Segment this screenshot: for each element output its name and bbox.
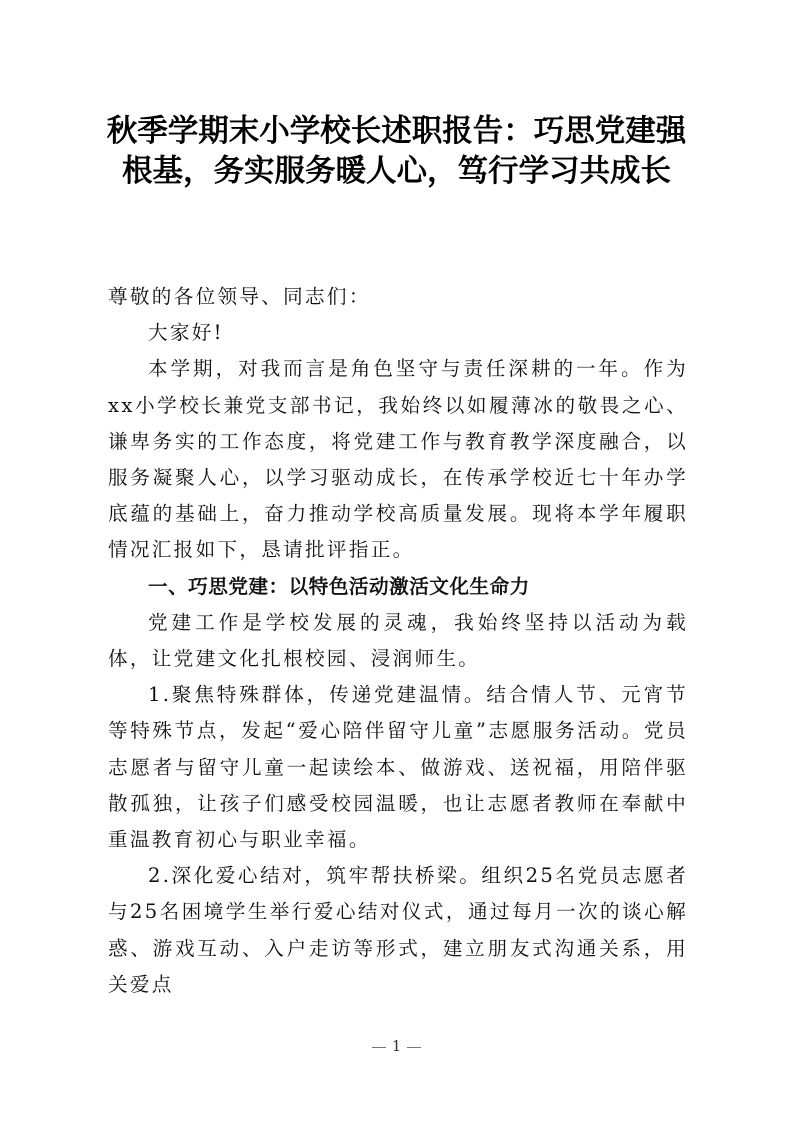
document-title: 秋季学期末小学校长述职报告：巧思党建强根基，务实服务暖人心，笃行学习共成长 (106, 114, 687, 189)
page-number: 1 (391, 1037, 402, 1055)
section-intro: 党建工作是学校发展的灵魂，我始终坚持以活动为载体，让党建文化扎根校园、浸润师生。 (108, 610, 688, 671)
section-heading-1: 一、巧思党建：以特色活动激活文化生命力 (148, 574, 530, 598)
document-body (108, 279, 688, 1003)
section-item-2: 2.深化爱心结对，筑牢帮扶桥梁。组织25名党员志愿者与25名困境学生举行爱心结对仪式，通过每月一次的谈心解惑、游戏互动、入户走访等形式，建立朋友式沟通关系，用关爱点 (108, 864, 688, 996)
footer-dash-right (407, 1047, 421, 1048)
salutation: 尊敬的各位领导、同志们： (108, 285, 371, 308)
greeting: 大家好! (148, 321, 224, 345)
intro-paragraph: 本学期，对我而言是角色坚守与责任深耕的一年。作为xx小学校长兼党支部书记，我始终以如履薄冰的敬畏之心、谦卑务实的工作态度，将党建工作与教育教学深度融合，以服务凝聚人心，以学习驱动成长，在传承学校近七十年办学底蕴的基础上，奋力推动学校高质量发展。现将本学年履职情况汇报如下，恳请批评指正。 (108, 357, 688, 562)
page-footer (0, 1037, 793, 1055)
footer-dash-left (372, 1047, 386, 1048)
section-item-1: 1.聚焦特殊群体，传递党建温情。结合情人节、元宵节等特殊节点，发起“爱心陪伴留守儿童”志愿服务活动。党员志愿者与留守儿童一起读绘本、做游戏、送祝福，用陪伴驱散孤独，让孩子们感受校园温暖，也让志愿者教师在奉献中重温教育初心与职业幸福。 (108, 683, 688, 852)
